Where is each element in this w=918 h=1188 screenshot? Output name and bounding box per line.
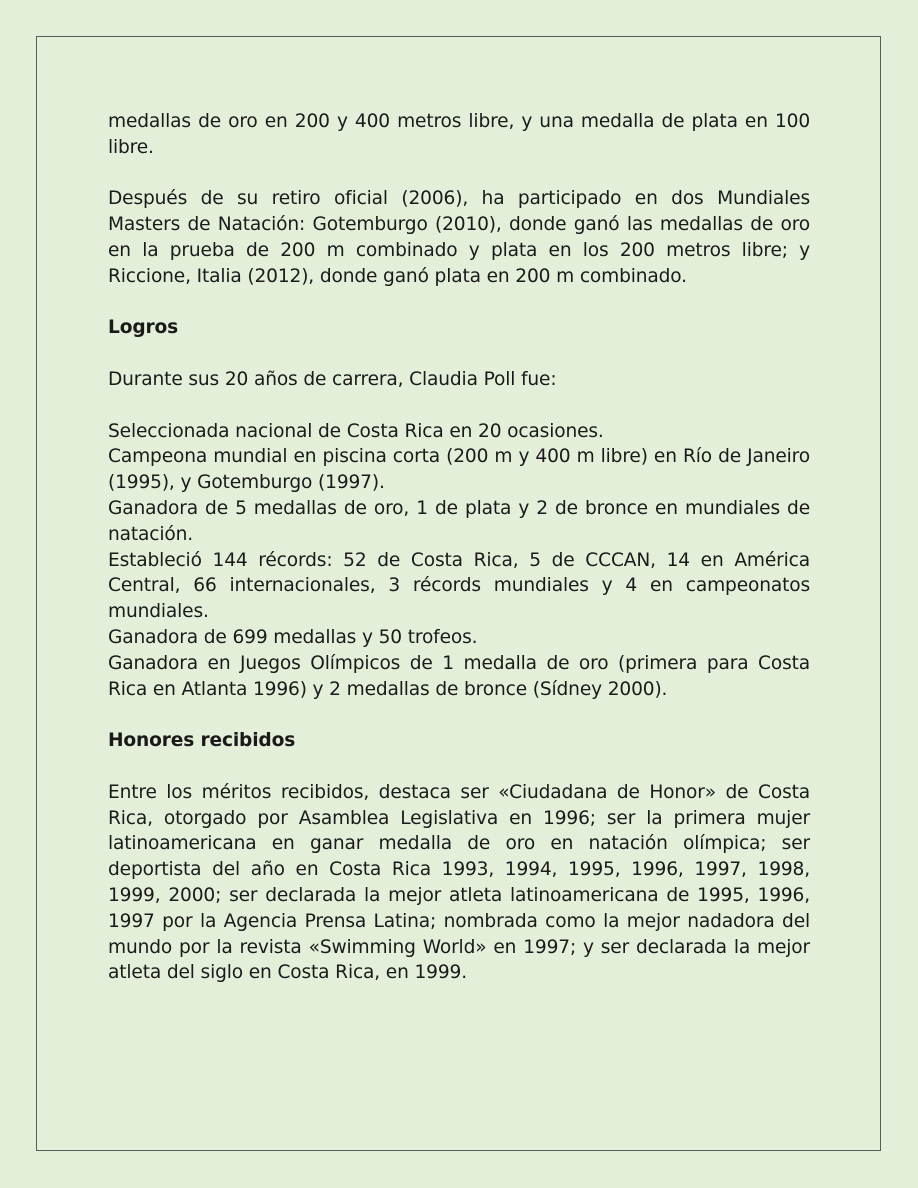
spacer (108, 161, 810, 187)
logros-item: Ganadora de 5 medallas de oro, 1 de plata y 2 de bronce en mundiales de natación. (108, 497, 810, 545)
logros-item: Ganadora de 699 medallas y 50 trofeos. (108, 626, 478, 648)
logros-item: Estableció 144 récords: 52 de Costa Rica, 5 de CCCAN, 14 en América Central, 66 internacionales, 3 récords mundiales y 4 en campeonatos mundiales. (108, 549, 810, 623)
logros-item: Seleccionada nacional de Costa Rica en 20 ocasiones. (108, 420, 604, 442)
document-body (108, 109, 810, 986)
spacer (108, 290, 810, 316)
spacer (108, 341, 810, 367)
paragraph-retiro: Después de su retiro oficial (2006), ha participado en dos Mundiales Masters de Natación: Gotemburgo (2010), donde ganó las medallas de oro en la prueba de 200 m combinado y plata en los 200 metros libre; y Riccione, Italia (2012), donde ganó plata en 200 m combinado. (108, 188, 810, 287)
paragraph-medallas: medallas de oro en 200 y 400 metros libre, y una medalla de plata en 100 libre. (108, 111, 810, 158)
heading-logros: Logros (108, 317, 179, 339)
logros-item: Ganadora en Juegos Olímpicos de 1 medalla de oro (primera para Costa Rica en Atlanta 1996) y 2 medallas de bronce (Sídney 2000). (108, 652, 810, 700)
logros-intro: Durante sus 20 años de carrera, Claudia Poll fue: (108, 368, 557, 390)
heading-honores: Honores recibidos (108, 730, 296, 752)
spacer (108, 393, 810, 419)
spacer (108, 754, 810, 780)
spacer (108, 702, 810, 728)
logros-item: Campeona mundial en piscina corta (200 m y 400 m libre) en Río de Janeiro (1995), y Gotemburgo (1997). (108, 446, 810, 494)
paragraph-honores: Entre los méritos recibidos, destaca ser «Ciudadana de Honor» de Costa Rica, otorgado por Asamblea Legislativa en 1996; ser la primera mujer latinoamericana en ganar medalla de oro en natación olímpica; ser deportista del año en Costa Rica 1993, 1994, 1995, 1996, 1997, 1998, 1999, 2000; ser declarada la mejor atleta latinoamericana de 1995, 1996, 1997 por la Agencia Prensa Latina; nombrada como la mejor nadadora del mundo por la revista «Swimming World» en 1997; y ser declarada la mejor atleta del siglo en Costa Rica, en 1999. (108, 781, 810, 984)
